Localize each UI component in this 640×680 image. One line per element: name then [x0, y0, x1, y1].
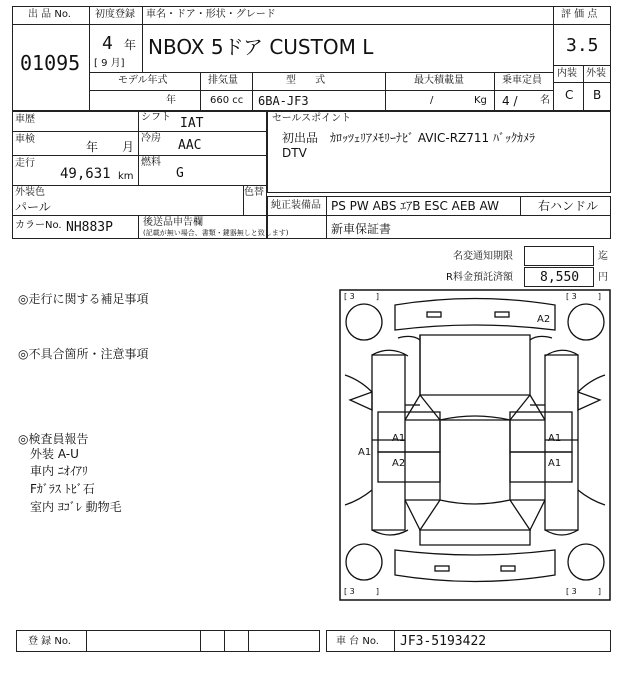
report-line: 車内 ﾆｵｲｱﾘ — [30, 464, 88, 478]
registration-no-label: 登 録 No. — [28, 636, 71, 647]
report-line: 室内 ﾖｺﾞﾚ 動物毛 — [30, 500, 122, 514]
damage-mark-left-rear: A2 — [392, 458, 406, 469]
report-line: Fｶﾞﾗｽ ﾄﾋﾞ石 — [30, 482, 95, 496]
shift-label: シフト — [141, 112, 171, 123]
displacement-value: 660 cc — [210, 95, 244, 106]
car-name-label: 車名・ドア・形状・グレード — [146, 9, 276, 20]
damage-mark-right-front: A1 — [548, 433, 562, 444]
shift-value: IAT — [180, 116, 204, 131]
fuel-label: 燃料 — [141, 157, 161, 168]
car-name: NBOX 5ドア CUSTOM L — [148, 35, 374, 59]
inspection-year-unit: 年 — [86, 140, 99, 154]
color-no-value: NH883P — [66, 220, 113, 235]
capacity-value: 4 / — [502, 94, 518, 108]
diagram-corner-tr: [ 3 ] — [566, 292, 601, 301]
damage-mark-left-front: A1 — [392, 433, 406, 444]
after-delivery-note: (記載が無い場合、書類・鍵器無しと致します) — [143, 229, 289, 237]
displacement-label: 排気量 — [208, 75, 238, 86]
equipment-items: PS PW ABS ｴｱB ESC AEB AW — [331, 199, 499, 213]
ac-label: 冷房 — [141, 133, 161, 144]
sales-point-line2: DTV — [282, 146, 307, 160]
fuel-value: G — [176, 166, 184, 181]
capacity-label: 乗車定員 — [502, 75, 542, 86]
score-value: 3.5 — [566, 35, 599, 56]
diagram-corner-bl: [ 3 ] — [344, 587, 379, 596]
type-label: 型 式 — [286, 75, 326, 86]
ext-color-label: 外装色 — [15, 187, 45, 198]
handle-position: 右ハンドル — [538, 199, 599, 213]
first-reg-month: [ 9 月] — [94, 58, 125, 69]
lot-number: 01095 — [20, 51, 81, 75]
damage-mark-left-side: A1 — [358, 447, 372, 458]
damage-mark-right-rear: A1 — [548, 458, 562, 469]
mileage-unit: km — [118, 171, 134, 182]
equipment-label: 純正装備品 — [271, 200, 321, 211]
diagram-corner-br: [ 3 ] — [566, 587, 601, 596]
name-change-label: 名変通知期限 — [453, 251, 513, 262]
max-load-label: 最大積載量 — [414, 75, 464, 86]
exterior-grade: B — [593, 88, 602, 102]
new-car-warranty: 新車保証書 — [331, 222, 392, 236]
sales-point-line1: 初出品 ｶﾛｯﾂｪﾘｱﾒﾓﾘｰﾅﾋﾞ AVIC-RZ711 ﾊﾞｯｸｶﾒﾗ — [282, 131, 535, 145]
exterior-label: 外装 — [586, 68, 606, 79]
type-value: 6BA-JF3 — [258, 94, 309, 108]
sales-point-label: セールスポイント — [272, 113, 352, 124]
score-label: 評 価 点 — [561, 9, 598, 20]
recycle-value: 8,550 — [540, 270, 580, 285]
mileage-value: 49,631 — [60, 166, 111, 182]
recycle-label: R料金預託済額 — [446, 272, 513, 283]
chassis-no-value: JF3-5193422 — [400, 634, 487, 649]
history-label: 車歴 — [15, 114, 35, 125]
lot-label: 出 品 No. — [28, 9, 71, 20]
chassis-no-label: 車 台 No. — [336, 636, 379, 647]
max-load-slash: / — [430, 95, 434, 106]
recycle-suffix: 円 — [598, 272, 608, 283]
first-reg-year-unit: 年 — [124, 38, 137, 52]
inspection-label: 車検 — [15, 134, 35, 145]
inspection-month-unit: 月 — [122, 140, 135, 154]
ac-value: AAC — [178, 138, 202, 153]
interior-label: 内装 — [557, 68, 577, 79]
mileage-label: 走行 — [15, 158, 35, 169]
capacity-unit: 名 — [540, 95, 550, 106]
first-reg-year: 4 — [102, 33, 113, 54]
diagram-corner-tl: [ 3 ] — [344, 292, 379, 301]
interior-grade: C — [565, 88, 574, 102]
driving-notes-heading: ◎走行に関する補足事項 — [18, 292, 149, 306]
first-reg-label: 初度登録 — [95, 9, 135, 20]
damage-mark-front-bumper: A2 — [537, 314, 551, 325]
max-load-unit: Kg — [474, 95, 487, 106]
after-delivery-label: 後送品申告欄 — [143, 217, 203, 228]
model-year-unit: 年 — [166, 95, 176, 106]
inspector-heading: ◎検査員報告 — [18, 432, 89, 446]
name-change-suffix: 迄 — [598, 251, 608, 262]
ext-color-value: パール — [15, 200, 51, 214]
report-line: 外装 A-U — [30, 447, 79, 461]
color-no-label: カラーNo. — [15, 220, 62, 231]
defects-heading: ◎不具合箇所・注意事項 — [18, 347, 149, 361]
color-change-label: 色替 — [244, 187, 264, 198]
model-year-label: モデル年式 — [118, 75, 168, 86]
